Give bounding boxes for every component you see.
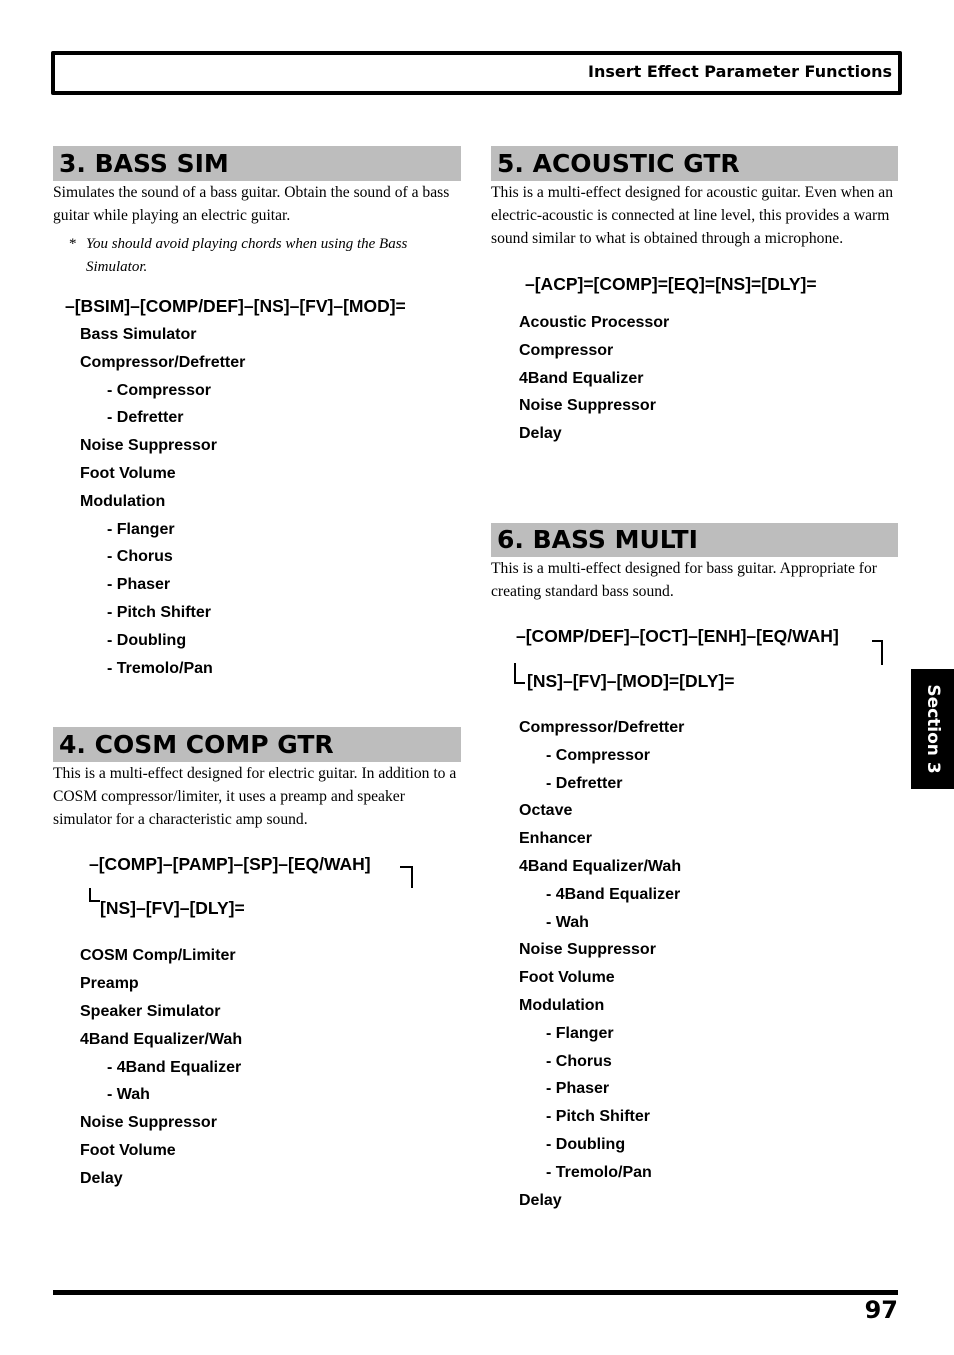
section-cosm-comp-gtr: [53, 727, 461, 1192]
effect-item: Foot Volume: [80, 1141, 176, 1159]
effect-item: Preamp: [80, 975, 139, 993]
effect-item: Foot Volume: [80, 464, 176, 482]
section-title-cosm-comp-gtr: 4. COSM COMP GTR: [53, 727, 461, 762]
bass-sim-description: Simulates the sound of a bass guitar. Obtain the sound of a bass guitar while playing an electric guitar.: [53, 184, 450, 224]
effect-sub-item: - Compressor: [107, 381, 212, 399]
effect-item: Enhancer: [519, 830, 592, 848]
effect-item: Noise Suppressor: [519, 941, 656, 959]
effect-sub-item: - 4Band Equalizer: [546, 885, 681, 903]
effect-item: Bass Simulator: [80, 326, 197, 343]
header-title: Insert Effect Parameter Functions: [588, 62, 892, 81]
right-column: [491, 146, 898, 1214]
bass-sim-effect-list: [80, 321, 461, 682]
effect-item: Modulation: [80, 492, 166, 510]
effect-sub-item: - Chorus: [107, 548, 173, 566]
chain-connector-right: [872, 640, 883, 665]
effect-item: Noise Suppressor: [519, 397, 656, 415]
effect-sub-item: - Tremolo/Pan: [107, 659, 213, 677]
acoustic-gtr-description: This is a multi-effect designed for acoustic guitar. Even when an electric-acoustic is connected at line level, this provides a warm sound similar to what is obtained through a microphone.: [491, 184, 893, 247]
acoustic-gtr-effect-list: [519, 309, 898, 448]
footer-rule: [53, 1290, 898, 1295]
note-text: You should avoid playing chords when using the Bass Simulator.: [86, 236, 408, 275]
cosm-comp-effect-list: [80, 942, 461, 1192]
cosm-comp-chain-line1: –[COMP]–[PAMP]–[SP]–[EQ/WAH]: [89, 854, 371, 875]
cosm-comp-description: This is a multi-effect designed for electric guitar. In addition to a COSM compressor/limiter, it uses a preamp and speaker simulator for a characteristic amp sound.: [53, 765, 457, 829]
effect-item: Speaker Simulator: [80, 1002, 221, 1020]
effect-item: Noise Suppressor: [80, 437, 217, 455]
section-title-bass-multi: 6. BASS MULTI: [491, 523, 898, 557]
bass-multi-effect-list: [519, 714, 898, 1214]
effect-sub-item: - 4Band Equalizer: [107, 1058, 242, 1076]
effect-sub-item: - Pitch Shifter: [546, 1108, 651, 1126]
effect-item: Compressor/Defretter: [80, 353, 246, 371]
effect-sub-item: - Pitch Shifter: [107, 603, 212, 621]
side-tab-label: Section 3: [922, 684, 943, 774]
effect-sub-item: - Chorus: [546, 1052, 612, 1070]
chain-connector-right: [400, 866, 413, 888]
effect-sub-item: - Defretter: [107, 409, 184, 427]
section-title-acoustic-gtr: 5. ACOUSTIC GTR: [491, 146, 898, 181]
effect-sub-item: - Doubling: [546, 1135, 626, 1153]
chain-connector-left: [89, 888, 100, 902]
bass-multi-description: This is a multi-effect designed for bass guitar. Appropriate for creating standard bass sound.: [491, 559, 877, 600]
bass-sim-note: [53, 233, 461, 279]
section-bass-sim: [53, 146, 461, 682]
effect-item: Acoustic Processor: [519, 314, 670, 331]
effect-item: Delay: [80, 1169, 123, 1187]
effect-item: Foot Volume: [519, 969, 615, 987]
effect-item: Compressor/Defretter: [519, 718, 685, 736]
effect-item: Compressor: [519, 341, 614, 359]
effect-sub-item: - Flanger: [546, 1024, 614, 1042]
bass-multi-chain-line2: [NS]–[FV]–[MOD]=[DLY]=: [527, 670, 735, 691]
effect-item: Noise Suppressor: [80, 1114, 217, 1132]
effect-sub-item: - Wah: [546, 913, 589, 931]
note-marker: *: [69, 236, 77, 252]
section-title-bass-sim: 3. BASS SIM: [53, 146, 461, 181]
effect-sub-item: - Defretter: [546, 774, 623, 792]
effect-item: COSM Comp/Limiter: [80, 947, 236, 965]
bass-multi-signal-chain: [491, 616, 898, 718]
header-box: [51, 51, 902, 95]
effect-sub-item: - Doubling: [107, 631, 187, 649]
section-side-tab: [911, 669, 954, 789]
section-bass-multi: [491, 523, 898, 1214]
effect-item: 4Band Equalizer/Wah: [519, 857, 682, 875]
cosm-comp-signal-chain: [53, 840, 461, 940]
effect-sub-item: - Compressor: [546, 746, 651, 764]
left-column: [53, 146, 461, 1193]
section-acoustic-gtr: [491, 146, 898, 448]
effect-sub-item: - Phaser: [546, 1080, 610, 1098]
cosm-comp-chain-line2: [NS]–[FV]–[DLY]=: [100, 898, 245, 919]
effect-item: Delay: [519, 425, 562, 443]
effect-sub-item: - Tremolo/Pan: [546, 1163, 652, 1181]
effect-item: Delay: [519, 1191, 562, 1209]
page-number: 97: [864, 1296, 898, 1324]
effect-item: 4Band Equalizer/Wah: [80, 1030, 243, 1048]
bass-multi-chain-line1: –[COMP/DEF]–[OCT]–[ENH]–[EQ/WAH]: [516, 625, 839, 646]
effect-sub-item: - Phaser: [107, 576, 171, 594]
effect-item: Octave: [519, 802, 573, 820]
acoustic-gtr-signal-chain: –[ACP]=[COMP]=[EQ]=[NS]=[DLY]=: [525, 274, 817, 294]
effect-item: Modulation: [519, 996, 605, 1014]
effect-sub-item: - Flanger: [107, 520, 175, 538]
chain-connector-left: [514, 663, 525, 684]
bass-sim-signal-chain: –[BSIM]–[COMP/DEF]–[NS]–[FV]–[MOD]=: [65, 296, 406, 316]
effect-sub-item: - Wah: [107, 1086, 150, 1104]
effect-item: 4Band Equalizer: [519, 369, 644, 387]
